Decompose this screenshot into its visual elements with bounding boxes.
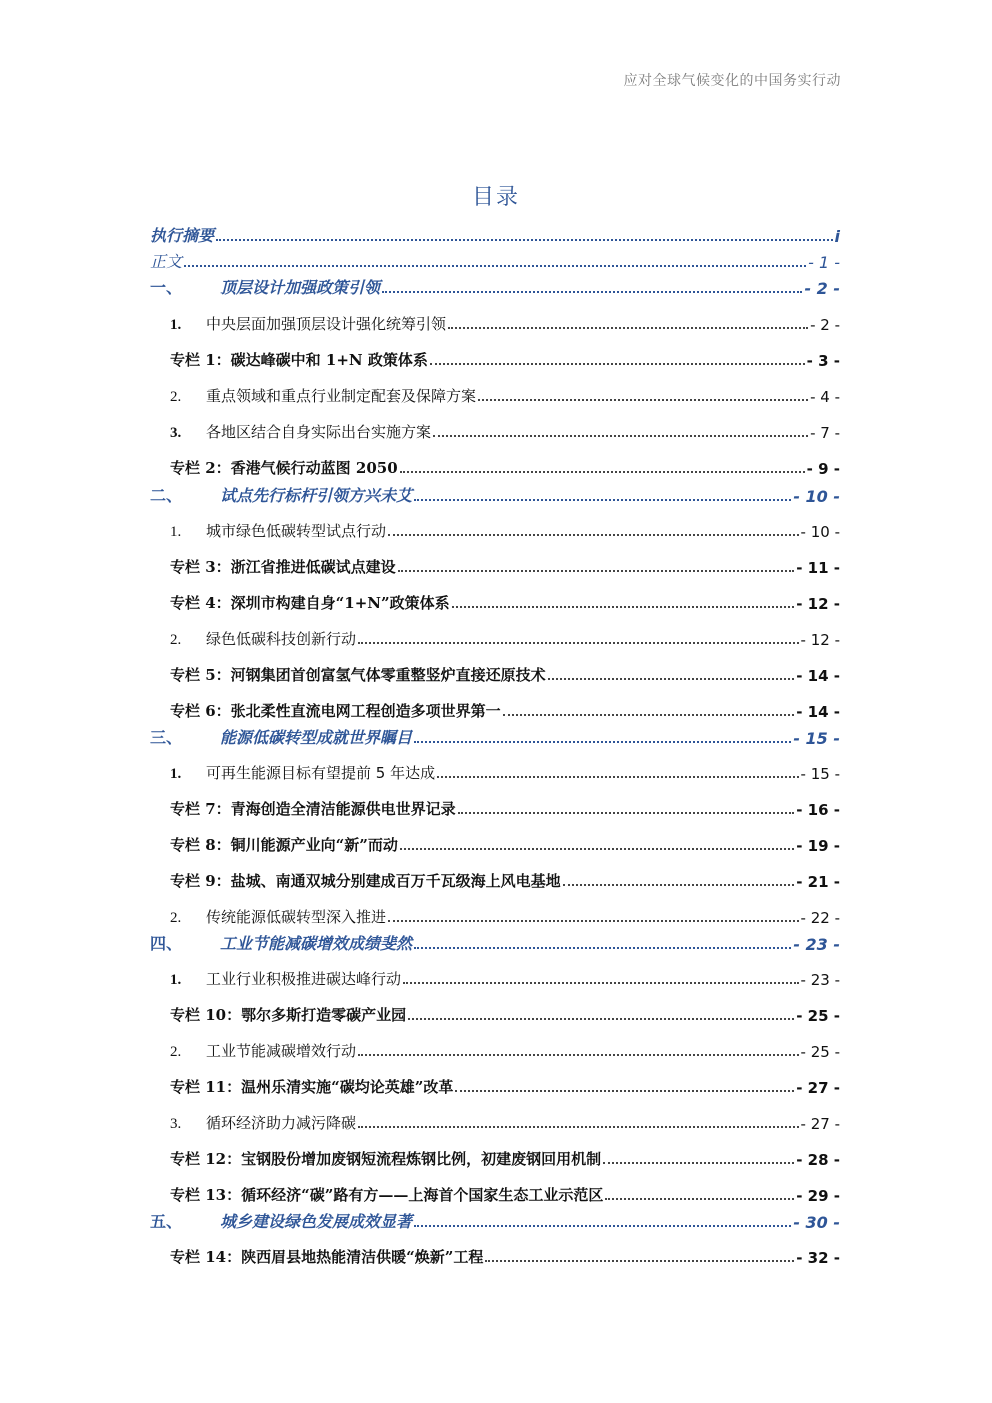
toc-page-number: - 25 -: [800, 1043, 840, 1061]
toc-entry[interactable]: [150, 795, 840, 819]
toc-entry-label: [150, 1004, 406, 1025]
toc-entry-text: 专栏 8：铜川能源产业向“新”而动: [170, 836, 398, 854]
toc-entry[interactable]: [150, 724, 840, 748]
toc-entry-label: [150, 931, 412, 954]
toc-entry-label: [150, 1040, 356, 1061]
toc-entry-label: [150, 628, 356, 649]
toc-entry[interactable]: [150, 867, 840, 891]
toc-entry-text: 能源低碳转型成就世界瞩目: [220, 728, 413, 747]
toc-page-number: - 2 -: [810, 316, 840, 334]
dot-leader: [452, 606, 795, 608]
toc-entry-label: [150, 223, 214, 246]
toc-page-number: - 7 -: [810, 424, 840, 442]
toc-entry[interactable]: [150, 589, 840, 613]
toc-entry[interactable]: [150, 625, 840, 649]
toc-entry-text: 正文: [150, 252, 183, 271]
toc-entry-label: [150, 700, 501, 721]
dot-leader: [478, 399, 808, 401]
toc-page-number: - 23 -: [800, 971, 840, 989]
toc-entry-number: 三、: [150, 728, 183, 747]
toc-entry-label: [150, 1076, 453, 1097]
toc-entry-label: [150, 249, 182, 272]
toc-page-number: - 12 -: [800, 631, 840, 649]
toc-page-number: - 21 -: [796, 873, 840, 891]
toc-page-number: - 1 -: [808, 253, 840, 272]
dot-leader: [216, 239, 833, 241]
toc-page-number: - 3 -: [806, 352, 840, 370]
toc-entry[interactable]: [150, 759, 840, 783]
toc-entry[interactable]: [150, 553, 840, 577]
toc-entry-text: 专栏 1：碳达峰碳中和 1+N 政策体系: [170, 351, 428, 369]
dot-leader: [548, 678, 795, 680]
toc-entry-number: 3.: [170, 1116, 182, 1132]
dot-leader: [603, 1162, 794, 1164]
toc-entry-label: [150, 349, 428, 370]
toc-page-number: - 22 -: [800, 909, 840, 927]
toc-entry-text: 绿色低碳科技创新行动: [206, 630, 357, 648]
toc-entry-text: 循环经济助力减污降碳: [206, 1114, 357, 1132]
toc-entry-label: [150, 1148, 601, 1169]
toc-entry-number: 3.: [170, 425, 182, 441]
toc-entry-text: 专栏 6：张北柔性直流电网工程创造多项世界第一: [170, 702, 501, 720]
toc-entry-label: [150, 968, 401, 989]
dot-leader: [388, 534, 799, 536]
toc-entry[interactable]: [150, 1001, 840, 1025]
toc-page-number: - 10 -: [800, 523, 840, 541]
toc-page-number: - 10 -: [793, 487, 840, 506]
toc-page-number: - 4 -: [810, 388, 840, 406]
toc-entry-label: [150, 275, 380, 298]
toc-entry-label: [150, 385, 476, 406]
toc-entry-label: [150, 592, 450, 613]
toc-page-number: - 27 -: [796, 1079, 840, 1097]
toc-entry-text: 工业行业积极推进碳达峰行动: [206, 970, 402, 988]
toc-entry-text: 试点先行标杆引领方兴未艾: [220, 486, 413, 505]
toc-page-number: - 23 -: [793, 935, 840, 954]
dot-leader: [563, 884, 795, 886]
toc-page-number: i: [834, 227, 840, 246]
toc-entry[interactable]: [150, 965, 840, 989]
toc-page-number: - 15 -: [800, 765, 840, 783]
toc-entry-label: [150, 1246, 483, 1267]
dot-leader: [605, 1198, 794, 1200]
toc-entry-text: 执行摘要: [150, 226, 215, 245]
toc-entry-text: 专栏 9：盐城、南通双城分别建成百万千瓦级海上风电基地: [170, 872, 561, 890]
toc-entry-text: 顶层设计加强政策引领: [220, 278, 381, 297]
toc-entry-label: [150, 421, 431, 442]
toc-entry-label: [150, 906, 386, 927]
toc-entry-text: 可再生能源目标有望提前 5 年达成: [206, 764, 436, 782]
dot-leader: [503, 714, 795, 716]
toc-entry[interactable]: [150, 517, 840, 541]
toc-entry-label: [150, 1112, 356, 1133]
dot-leader: [414, 947, 791, 949]
toc-page-number: - 28 -: [796, 1151, 840, 1169]
toc-entry-text: 专栏 3：浙江省推进低碳试点建设: [170, 558, 396, 576]
toc-entry-number: 2.: [170, 632, 182, 648]
dot-leader: [358, 1054, 799, 1056]
toc-entry-label: [150, 483, 412, 506]
toc-entry[interactable]: [150, 482, 840, 506]
toc-entry[interactable]: [150, 454, 840, 478]
dot-leader: [414, 741, 791, 743]
toc-entry[interactable]: [150, 1243, 840, 1267]
toc-entry-label: [150, 313, 446, 334]
toc-entry[interactable]: [150, 310, 840, 334]
toc-page-number: - 2 -: [804, 279, 840, 298]
dot-leader: [184, 265, 806, 267]
toc-entry-number: 四、: [150, 934, 183, 953]
toc-entry-number: 2.: [170, 910, 182, 926]
toc-page-number: - 19 -: [796, 837, 840, 855]
toc-entry[interactable]: [150, 1109, 840, 1133]
toc-entry-label: [150, 664, 546, 685]
toc-page-number: - 29 -: [796, 1187, 840, 1205]
dot-leader: [485, 1260, 794, 1262]
toc-entry[interactable]: [150, 248, 840, 272]
toc-entry[interactable]: [150, 1208, 840, 1232]
dot-leader: [403, 982, 799, 984]
toc-page-number: - 25 -: [796, 1007, 840, 1025]
toc-entry-text: 专栏 10：鄂尔多斯打造零碳产业园: [170, 1006, 407, 1024]
dot-leader: [414, 1225, 791, 1227]
toc-entry[interactable]: [150, 930, 840, 954]
toc-entry-number: 1.: [170, 972, 182, 988]
dot-leader: [358, 1126, 799, 1128]
toc-entry-number: 2.: [170, 1044, 182, 1060]
dot-leader: [382, 291, 802, 293]
toc-entry-text: 专栏 7：青海创造全清洁能源供电世界记录: [170, 800, 456, 818]
toc-entry-number: 五、: [150, 1212, 183, 1231]
toc-entry-label: [150, 798, 456, 819]
toc-entry-text: 重点领域和重点行业制定配套及保障方案: [206, 387, 477, 405]
toc-entry-number: 1.: [170, 317, 182, 333]
toc-entry-text: 专栏 11：温州乐清实施“碳均论英雄”改革: [170, 1078, 454, 1096]
toc-entry[interactable]: [150, 1073, 840, 1097]
toc-page-number: - 9 -: [806, 460, 840, 478]
toc-entry[interactable]: [150, 418, 840, 442]
toc-entry[interactable]: [150, 831, 840, 855]
toc-entry[interactable]: [150, 903, 840, 927]
dot-leader: [408, 1018, 794, 1020]
dot-leader: [437, 776, 798, 778]
dot-leader: [388, 920, 799, 922]
toc-entry-label: [150, 834, 398, 855]
toc-entry[interactable]: [150, 697, 840, 721]
dot-leader: [458, 812, 795, 814]
toc-entry-label: [150, 457, 398, 478]
toc-entry-text: 专栏 4：深圳市构建自身“1+N”政策体系: [170, 594, 450, 612]
toc-page-number: - 14 -: [796, 703, 840, 721]
toc-entry-label: [150, 725, 412, 748]
toc-entry-text: 中央层面加强顶层设计强化统筹引领: [206, 315, 447, 333]
toc-entry[interactable]: [150, 222, 840, 246]
toc-entry-text: 专栏 5：河钢集团首创富氢气体零重整竖炉直接还原技术: [170, 666, 546, 684]
running-header: 应对全球气候变化的中国务实行动: [623, 73, 841, 89]
toc-entry[interactable]: [150, 274, 840, 298]
toc-entry[interactable]: [150, 382, 840, 406]
dot-leader: [455, 1090, 794, 1092]
toc-entry-number: 2.: [170, 389, 182, 405]
toc-page-number: - 14 -: [796, 667, 840, 685]
toc-entry[interactable]: [150, 1181, 840, 1205]
toc-entry-text: 城乡建设绿色发展成效显著: [220, 1212, 413, 1231]
toc-entry-label: [150, 556, 396, 577]
dot-leader: [414, 499, 791, 501]
toc-entry[interactable]: [150, 1037, 840, 1061]
dot-leader: [430, 363, 805, 365]
dot-leader: [398, 570, 795, 572]
dot-leader: [358, 642, 799, 644]
toc-page-number: - 32 -: [796, 1249, 840, 1267]
toc-entry-number: 一、: [150, 278, 183, 297]
toc-entry-text: 各地区结合自身实际出台实施方案: [206, 423, 432, 441]
toc-entry[interactable]: [150, 661, 840, 685]
dot-leader: [400, 471, 805, 473]
toc-entry-label: [150, 762, 435, 783]
toc-entry-text: 传统能源低碳转型深入推进: [206, 908, 387, 926]
toc-entry-text: 专栏 13：循环经济“碳”路有方——上海首个国家生态工业示范区: [170, 1186, 604, 1204]
toc-entry-text: 城市绿色低碳转型试点行动: [206, 522, 387, 540]
toc-entry-label: [150, 520, 386, 541]
toc-entry-number: 1.: [170, 524, 182, 540]
toc-page-number: - 11 -: [796, 559, 840, 577]
toc-entry-text: 专栏 2：香港气候行动蓝图 2050: [170, 459, 398, 477]
page-title: 目录: [471, 185, 520, 210]
toc-page-number: - 15 -: [793, 729, 840, 748]
toc-entry-text: 专栏 14：陕西眉县地热能清洁供暖“焕新”工程: [170, 1248, 484, 1266]
toc-entry-text: 专栏 12：宝钢股份增加废钢短流程炼钢比例，初建废钢回用机制: [170, 1150, 602, 1168]
toc-entry-label: [150, 1184, 603, 1205]
toc-page-number: - 12 -: [796, 595, 840, 613]
toc-entry-label: [150, 1209, 412, 1232]
toc-page-number: - 16 -: [796, 801, 840, 819]
toc-entry-number: 1.: [170, 766, 182, 782]
toc-entry[interactable]: [150, 346, 840, 370]
toc-entry-number: 二、: [150, 486, 183, 505]
toc-entry-text: 工业节能减碳增效行动: [206, 1042, 357, 1060]
toc-page-number: - 30 -: [793, 1213, 840, 1232]
dot-leader: [448, 327, 808, 329]
dot-leader: [400, 848, 794, 850]
toc-entry[interactable]: [150, 1145, 840, 1169]
toc-entry-text: 工业节能减碳增效成绩斐然: [220, 934, 413, 953]
dot-leader: [433, 435, 808, 437]
toc-entry-label: [150, 870, 561, 891]
toc-page-number: - 27 -: [800, 1115, 840, 1133]
